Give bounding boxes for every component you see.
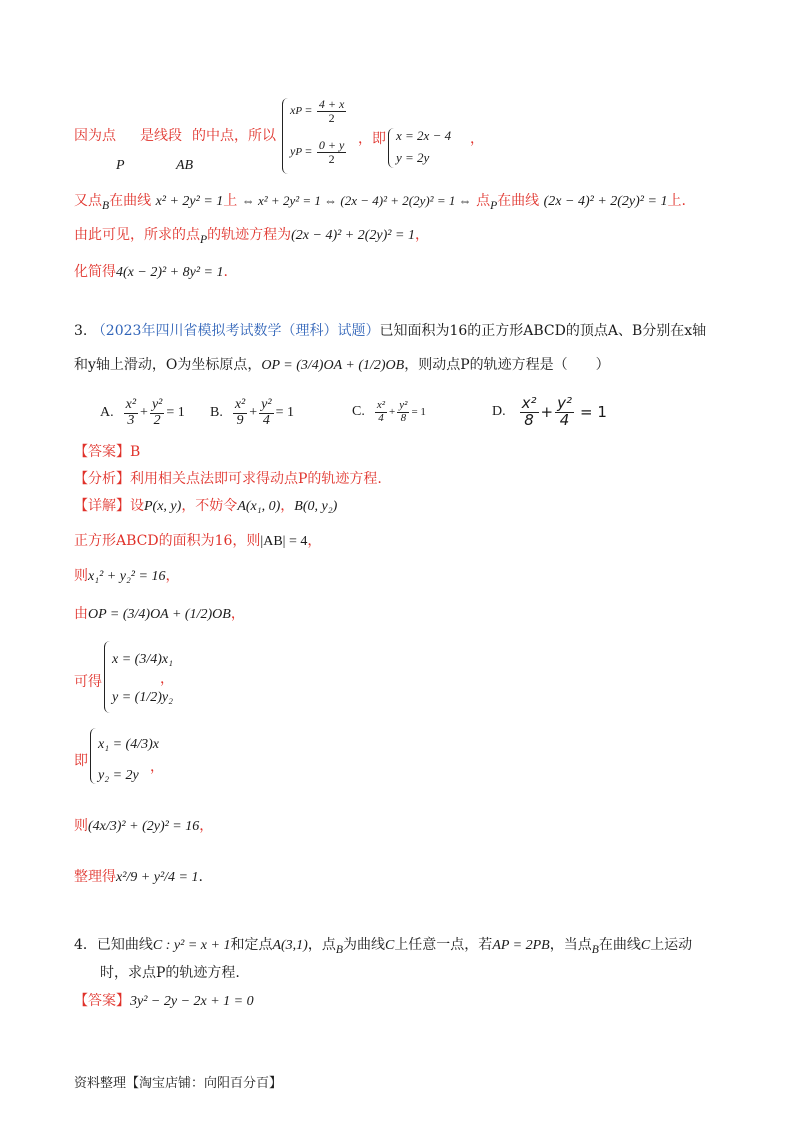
detail-tag: 【详解】 <box>74 498 130 514</box>
q3-option-b[interactable]: B. $\frac{\text{x²}}{9}$ + $\frac{\text{y²}}{4}$ = 1 <box>210 397 294 428</box>
q4-line1-h: 上运动 <box>650 937 693 953</box>
p2-line2 <box>74 190 686 212</box>
step3-b: ， <box>230 606 245 622</box>
q4-line1-b: 和定点 <box>230 937 273 953</box>
option-d-d2: 4 <box>559 410 570 429</box>
q4-line1-a: 4．已知曲线 <box>74 937 153 953</box>
option-a-d1: 3 <box>127 412 135 428</box>
detail-eq2: A(x₁, 0) <box>237 499 281 514</box>
option-d-rhs: = 1 <box>579 403 607 422</box>
sys1-r1-num: 4 + x <box>318 97 345 111</box>
q3-step3 <box>74 603 245 623</box>
option-a-label: A. <box>100 405 114 421</box>
step7-b: . <box>198 869 203 885</box>
q3-option-c[interactable]: C. $\frac{\text{x²}}{4}$ + $\frac{\text{y²}}{8}$ = 1 <box>352 399 426 424</box>
step4-row2: y = (1/2)y₂ <box>112 690 173 705</box>
sys1-r2-num: 0 + y <box>318 138 345 152</box>
q3-analysis <box>74 468 382 488</box>
line2-f: 上. <box>667 193 686 209</box>
analysis-text: 利用相关点法即可求得动点P的轨迹方程. <box>130 471 382 487</box>
q4-curve-c-2: C <box>640 938 651 953</box>
q4-vector-eq: AP = 2PB <box>492 938 550 953</box>
line2-point-p: P <box>490 198 498 212</box>
q3-line1 <box>74 320 706 340</box>
line2-d: 点 <box>476 193 491 209</box>
line2-point-b: B <box>102 198 110 212</box>
q3-line2 <box>74 354 610 374</box>
option-c-d2: 8 <box>400 411 407 424</box>
line2-b: 在曲线 <box>109 193 152 209</box>
line2-eq3: (2x − 4)² + 2(2y)² = 1 <box>543 194 668 209</box>
step5-brace <box>90 728 97 784</box>
q3-option-d[interactable]: D. $\frac{\text{x²}}{8}$ + $\frac{\text{y²}}{4}$ = 1 <box>492 394 607 429</box>
option-b-rhs: = 1 <box>275 405 294 421</box>
step6-b: ， <box>199 818 214 834</box>
q4-answer-tag: 【答案】 <box>74 993 130 1009</box>
q3-answer <box>74 441 140 461</box>
q3-step6 <box>74 815 213 835</box>
q4-line1-c: ，点 <box>307 937 336 953</box>
q4-curve-c-1: C <box>384 938 395 953</box>
line2-c: 上 <box>223 193 238 209</box>
system1-row1: xP = $\frac{4 + x}{2}$ <box>290 97 345 125</box>
line3-a: 由此可见，所求的点 <box>74 227 200 243</box>
detail-eq3: B(0, y₂) <box>294 499 338 514</box>
q3-step7 <box>74 866 203 886</box>
q4-point-a: A(3,1) <box>272 938 308 953</box>
option-d-n2: y² <box>557 394 572 412</box>
q3-detail: 【详解】设P(x, y)，不妨令A(x₁, 0)，B(0, y₂) <box>74 498 338 514</box>
option-d-d1: 8 <box>524 410 534 429</box>
segment-ab-label: AB <box>176 158 194 173</box>
line2-a: 又点 <box>74 193 102 209</box>
q3-stem1: 已知面积为16的正方形ABCD的顶点A、B分别在x轴 <box>379 323 707 339</box>
q3-number: 3. <box>74 323 88 339</box>
line4-c: . <box>223 264 228 280</box>
sys1-r2-lhs: y <box>290 143 296 158</box>
q4-line2: 时，求点P的轨迹方程. <box>100 965 240 981</box>
q4-line1-e: 上任意一点，若 <box>394 937 493 953</box>
is-segment-text: 是线段 <box>140 128 182 144</box>
option-b-d2: 4 <box>262 412 270 428</box>
q3-source: （2023年四川省模拟考试数学（理科）试题） <box>91 323 380 339</box>
footer-note: 资料整理【淘宝店铺：向阳百分百】 <box>74 1076 283 1091</box>
step6-eq: (4x/3)² + (2y)² = 16 <box>88 819 200 834</box>
step4-brace <box>104 641 111 713</box>
namely-text: ，即 <box>358 131 386 147</box>
step2-a: 则 <box>74 568 88 584</box>
step5-row2: y₂ = 2y <box>98 768 139 783</box>
step7-eq: x²/9 + y²/4 = 1 <box>116 870 199 885</box>
option-b-n2: y² <box>261 397 272 412</box>
line3-c: ， <box>414 227 429 243</box>
q3-step2 <box>74 565 179 585</box>
system2-row2: y = 2y <box>396 150 430 165</box>
q4-point-b-1: B <box>335 942 343 956</box>
step7-a: 整理得 <box>74 869 116 885</box>
step5-row1: x₁ = (4/3)x <box>98 737 159 752</box>
q3-stem2-a: 和y轴上滑动，O为坐标原点， <box>74 357 262 373</box>
because-text: 因为点 <box>74 128 116 144</box>
line3-point-p: P <box>200 232 208 246</box>
step3-a: 由 <box>74 606 88 622</box>
system2-row1: x = 2x − 4 <box>396 128 452 143</box>
q4-line1-d: 为曲线 <box>342 937 385 953</box>
system1-brace <box>282 98 289 174</box>
q4-curve-eq: C : y² = x + 1 <box>152 938 231 953</box>
line3-b: 的轨迹方程为 <box>207 227 292 243</box>
line4-a: 化简得 <box>74 264 116 280</box>
option-d-label: D. <box>492 404 506 420</box>
q4-answer-eq: 3y² − 2y − 2x + 1 = 0 <box>130 994 254 1009</box>
step1-a: 正方形ABCD的面积为16，则 <box>74 533 261 549</box>
line2-eq2: ⇔ x² + 2y² = 1 ⇔ (2x − 4)² + 2(2y)² = 1 ⇔ <box>241 193 472 208</box>
line3-eq: (2x − 4)² + 2(2y)² = 1 <box>291 228 415 243</box>
q4-line1 <box>74 934 692 956</box>
option-d-n1: x² <box>521 394 537 412</box>
answer-value: B <box>130 444 141 460</box>
q3-step1 <box>74 530 321 550</box>
sys1-r2-den: 2 <box>328 151 335 166</box>
q4-answer <box>74 990 254 1010</box>
answer-tag: 【答案】 <box>74 444 130 460</box>
option-c-n2: y² <box>399 399 408 411</box>
q4-point-b-2: B <box>591 942 599 956</box>
step5-a: 即 <box>74 753 88 769</box>
step1-b: ， <box>307 533 322 549</box>
midpoint-so-text: 的中点，所以 <box>192 128 276 144</box>
line2-e: 在曲线 <box>497 193 540 209</box>
step4-row1: x = (3/4)x₁ <box>112 652 173 667</box>
p2-line3 <box>74 224 429 246</box>
system2-brace <box>388 128 395 168</box>
option-a-n2: y² <box>151 397 163 412</box>
option-b-label: B. <box>210 405 223 421</box>
step2-b: ， <box>165 568 180 584</box>
option-c-d1: 4 <box>378 411 384 424</box>
option-b-n1: x² <box>234 397 246 412</box>
option-b-d1: 9 <box>236 412 244 428</box>
system1-row2: yP = $\frac{0 + y}{2}$ <box>290 138 345 166</box>
comma-text: ， <box>470 131 484 147</box>
step2-eq: x₁² + y₂² = 16 <box>88 569 166 584</box>
step4-b: ， <box>160 671 174 687</box>
option-c-rhs: = 1 <box>411 406 426 419</box>
point-p-label: P <box>116 158 125 173</box>
analysis-tag: 【分析】 <box>74 471 130 487</box>
detail-eq1: P(x, y) <box>144 499 182 514</box>
line2-eq1: x² + 2y² = 1 <box>155 194 224 209</box>
q4-line1-g: 在曲线 <box>598 937 641 953</box>
sys1-r1-den: 2 <box>328 110 335 125</box>
step1-eq: |AB| = 4 <box>260 534 308 549</box>
detail-a: 设 <box>130 498 144 514</box>
option-c-label: C. <box>352 404 365 420</box>
line4-eq: 4(x − 2)² + 8y² = 1 <box>116 265 224 280</box>
step3-eq: OP = (3/4)OA + (1/2)OB <box>88 607 231 622</box>
step5-b: ， <box>150 759 164 775</box>
q4-line1-f: ，当点 <box>549 937 592 953</box>
sys1-r1-lhs: x <box>290 102 296 117</box>
q3-option-a[interactable]: A. $\frac{\text{x²}}{3}$ + $\frac{\text{y²}}{2}$ = 1 <box>100 397 185 428</box>
detail-b: ，不妨令 <box>181 498 238 514</box>
q3-stem2-eq: OP = (3/4)OA + (1/2)OB <box>261 358 405 373</box>
step4-a: 可得 <box>74 674 102 690</box>
option-c-n1: x² <box>376 399 386 411</box>
p2-line4 <box>74 261 228 281</box>
option-a-rhs: = 1 <box>166 405 185 421</box>
step6-a: 则 <box>74 818 88 834</box>
q3-stem2-b: ，则动点P的轨迹方程是（ ） <box>404 357 610 373</box>
option-a-n1: x² <box>125 397 137 412</box>
option-a-d2: 2 <box>153 412 161 428</box>
